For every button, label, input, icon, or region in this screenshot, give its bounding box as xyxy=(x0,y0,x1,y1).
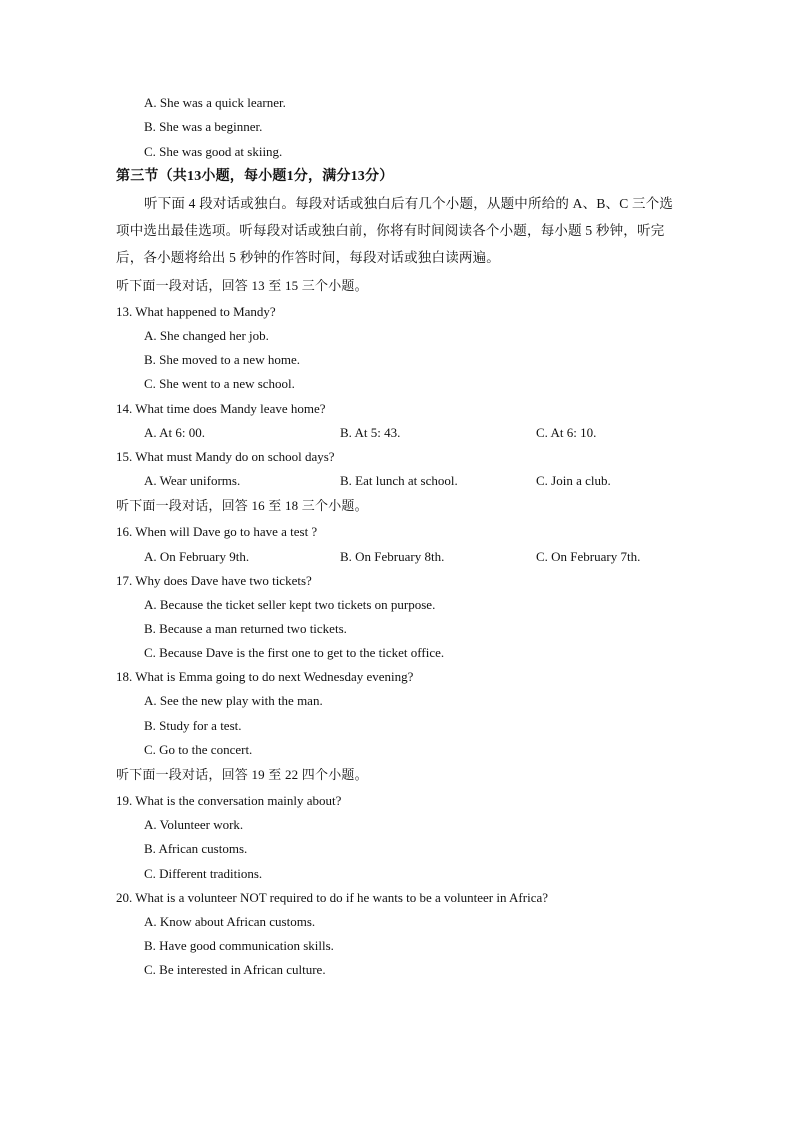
q16-option-c: C. On February 7th. xyxy=(536,549,641,564)
q20-option-c: C. Be interested in African culture. xyxy=(144,962,326,977)
instructions-line-1: 听下面 4 段对话或独白。每段对话或独白后有几个小题，从题中所给的 A、B、C 三个选 xyxy=(144,196,674,211)
q20-option-a: A. Know about African customs. xyxy=(144,914,316,929)
q19-option-b: B. African customs. xyxy=(144,841,248,856)
option-c: C. She was good at skiing. xyxy=(144,144,283,159)
q13-option-b: B. She moved to a new home. xyxy=(144,352,300,367)
section-heading: 第三节（共13小题，每小题1分，满分13分） xyxy=(116,169,394,184)
option-b: B. She was a beginner. xyxy=(144,119,263,134)
q15-option-b: B. Eat lunch at school. xyxy=(340,473,458,488)
q13-option-c: C. She went to a new school. xyxy=(144,376,295,391)
q15-option-a: A. Wear uniforms. xyxy=(144,473,241,488)
q17-option-b: B. Because a man returned two tickets. xyxy=(144,621,347,636)
q17-option-a: A. Because the ticket seller kept two tickets on purpose. xyxy=(144,597,436,612)
question-13: 13. What happened to Mandy? xyxy=(116,304,276,319)
q20-option-b: B. Have good communication skills. xyxy=(144,938,334,953)
q18-option-a: A. See the new play with the man. xyxy=(144,693,323,708)
question-15: 15. What must Mandy do on school days? xyxy=(116,449,335,464)
instructions-line-2: 项中选出最佳选项。听每段对话或独白前，你将有时间阅读各个小题，每小题 5 秒钟，听完 xyxy=(116,223,665,238)
q18-option-c: C. Go to the concert. xyxy=(144,742,253,757)
q19-option-a: A. Volunteer work. xyxy=(144,817,244,832)
q18-option-b: B. Study for a test. xyxy=(144,718,242,733)
q14-option-b: B. At 5: 43. xyxy=(340,425,401,440)
q16-option-a: A. On February 9th. xyxy=(144,549,250,564)
question-20: 20. What is a volunteer NOT required to do if he wants to be a volunteer in Africa? xyxy=(116,890,549,905)
q15-option-c: C. Join a club. xyxy=(536,473,611,488)
q16-option-b: B. On February 8th. xyxy=(340,549,445,564)
instructions-line-3: 后，各小题将给出 5 秒钟的作答时间，每段对话或独白读两遍。 xyxy=(116,250,500,265)
q14-option-c: C. At 6: 10. xyxy=(536,425,597,440)
q19-option-c: C. Different traditions. xyxy=(144,866,263,881)
question-18: 18. What is Emma going to do next Wednesday evening? xyxy=(116,669,414,684)
question-19: 19. What is the conversation mainly about? xyxy=(116,793,342,808)
q17-option-c: C. Because Dave is the first one to get to the ticket office. xyxy=(144,645,445,660)
question-16: 16. When will Dave go to have a test ? xyxy=(116,524,318,539)
q13-option-a: A. She changed her job. xyxy=(144,328,269,343)
dialogue-intro: 听下面一段对话，回答 13 至 15 三个小题。 xyxy=(116,278,368,293)
dialogue-intro: 听下面一段对话，回答 19 至 22 四个小题。 xyxy=(116,767,368,782)
question-14: 14. What time does Mandy leave home? xyxy=(116,401,326,416)
dialogue-intro: 听下面一段对话，回答 16 至 18 三个小题。 xyxy=(116,498,368,513)
option-a: A. She was a quick learner. xyxy=(144,95,286,110)
question-17: 17. Why does Dave have two tickets? xyxy=(116,573,312,588)
q14-option-a: A. At 6: 00. xyxy=(144,425,206,440)
